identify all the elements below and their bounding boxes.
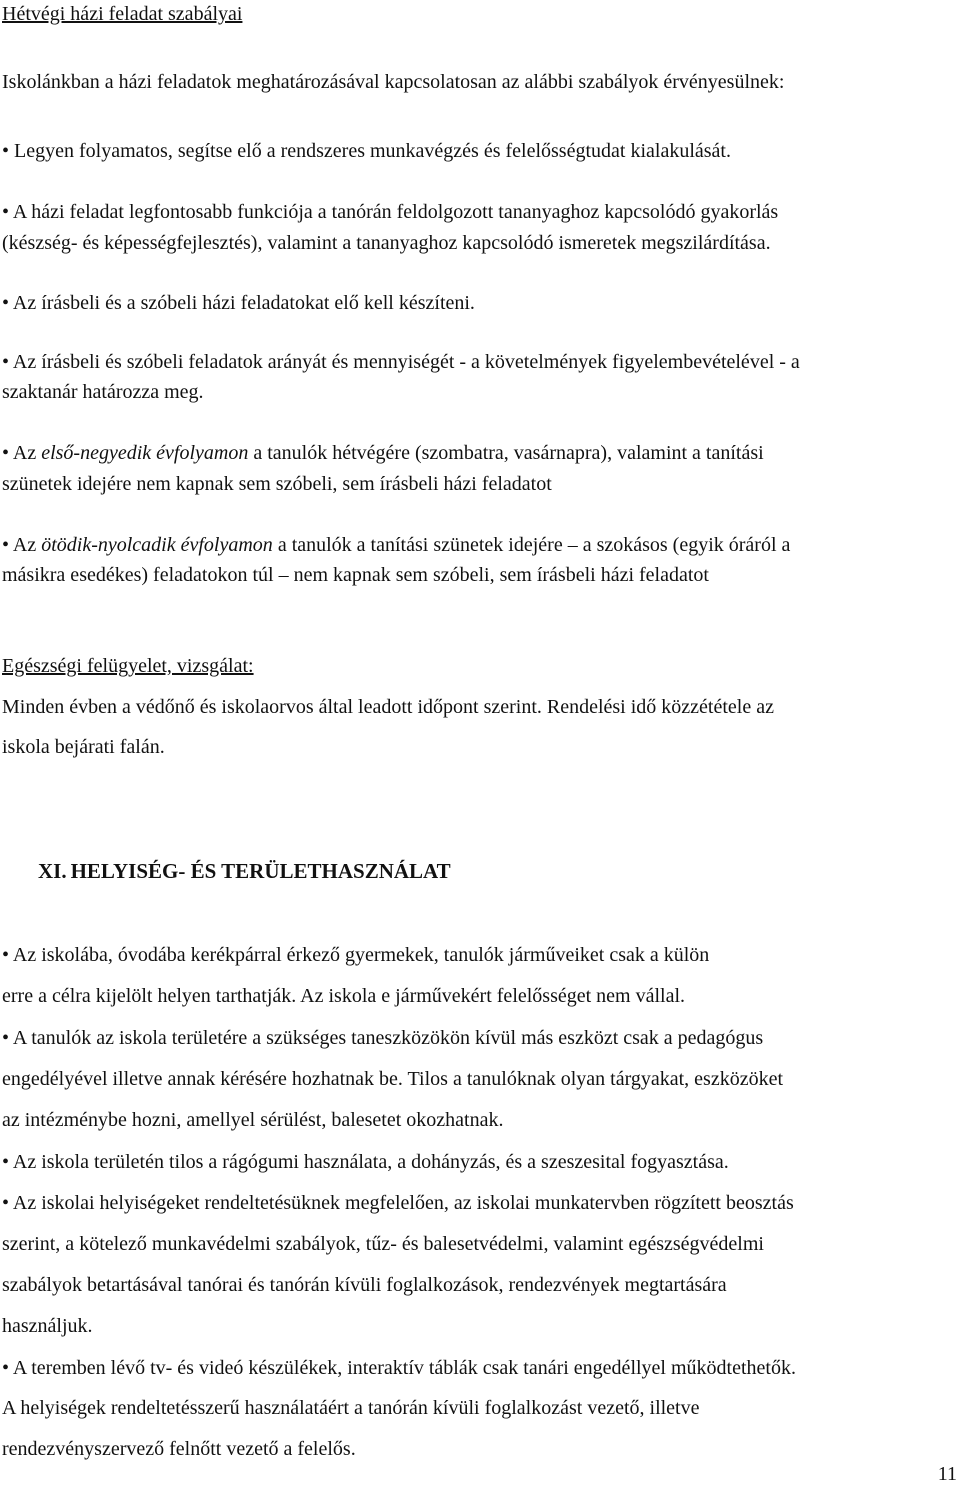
homework-bullet-2-line-1: • A házi feladat legfontosabb funkciója a tanórán feldolgozott tananyaghoz kapcsolódó gyakorlás: [2, 201, 779, 223]
bullet-5-rest: a tanulók hétvégére (szombatra, vasárnapra), valamint a tanítási: [248, 442, 764, 464]
xi-para-2-line-1: • A tanulók az iskola területére a szükséges taneszközökön kívül más eszközt csak a pedagógus: [2, 1027, 764, 1049]
homework-bullet-4-line-1: • Az írásbeli és szóbeli feladatok arányát és mennyiségét - a követelmények figyelembevételével - a: [2, 351, 800, 373]
homework-bullet-6-line-1: [2, 533, 790, 557]
xi-para-4-line-1: • Az iskolai helyiségeket rendeltetésüknek megfelelően, az iskolai munkatervben rögzített beosztás: [2, 1192, 794, 1214]
bullet-6-lead: • Az: [2, 534, 42, 556]
bullet-6-grade-range: ötödik-nyolcadik évfolyamon: [41, 534, 273, 556]
section-title: HELYISÉG- ÉS TERÜLETHASZNÁLAT: [70, 859, 451, 883]
xi-para-5-line-3: rendezvényszervező felnőtt vezető a felelős.: [2, 1438, 356, 1460]
xi-para-2-line-3: az intézménybe hozni, amellyel sérülést, balesetet okozhatnak.: [2, 1109, 504, 1131]
homework-rules-heading: Hétvégi házi feladat szabályai: [2, 3, 243, 25]
xi-para-1-line-1: • Az iskolába, óvodába kerékpárral érkező gyermekek, tanulók járműveiket csak a külön: [2, 944, 710, 966]
homework-intro: Iskolánkban a házi feladatok meghatározásával kapcsolatosan az alábbi szabályok érvényesülnek:: [2, 71, 785, 93]
homework-bullet-4-line-2: szaktanár határozza meg.: [2, 381, 204, 403]
xi-para-4-line-2: szerint, a kötelező munkavédelmi szabályok, tűz- és balesetvédelmi, valamint egészségvédelmi: [2, 1233, 764, 1255]
xi-para-5-line-2: A helyiségek rendeltetésszerű használatáért a tanórán kívüli foglalkozást vezető, illetve: [2, 1397, 700, 1419]
section-number: XI.: [38, 859, 67, 883]
health-heading: Egészségi felügyelet, vizsgálat:: [2, 655, 254, 677]
homework-bullet-1: • Legyen folyamatos, segítse elő a rendszeres munkavégzés és felelősségtudat kialakulását.: [2, 140, 731, 162]
xi-para-3: • Az iskola területén tilos a rágógumi használata, a dohányzás, és a szeszesital fogyasztása.: [2, 1151, 729, 1173]
xi-para-2-line-2: engedélyével illetve annak kérésére hozhatnak be. Tilos a tanulóknak olyan tárgyakat, eszközöket: [2, 1068, 784, 1090]
page-number: 11: [937, 1463, 957, 1485]
health-text-line-1: Minden évben a védőnő és iskolaorvos által leadott időpont szerint. Rendelési idő közzététele az: [2, 696, 774, 718]
section-xi-title: [38, 859, 451, 883]
bullet-6-rest: a tanulók a tanítási szünetek idejére – a szokásos (egyik óráról a: [272, 534, 791, 556]
homework-bullet-5-line-2: szünetek idejére nem kapnak sem szóbeli, sem írásbeli házi feladatot: [2, 473, 552, 495]
health-text-line-2: iskola bejárati falán.: [2, 736, 165, 758]
homework-bullet-3: • Az írásbeli és a szóbeli házi feladatokat elő kell készíteni.: [2, 292, 475, 314]
xi-para-4-line-3: szabályok betartásával tanórai és tanórán kívüli foglalkozások, rendezvények megtartására: [2, 1274, 727, 1296]
homework-bullet-2-line-2: (készség- és képességfejlesztés), valamint a tananyaghoz kapcsolódó ismeretek megszilárdítása.: [2, 232, 771, 254]
xi-para-4-line-4: használjuk.: [2, 1315, 93, 1337]
homework-bullet-6-line-2: másikra esedékes) feladatokon túl – nem kapnak sem szóbeli, sem írásbeli házi feladatot: [2, 564, 709, 586]
bullet-5-grade-range: első-negyedik évfolyamon: [41, 442, 249, 464]
homework-bullet-5-line-1: [2, 441, 764, 465]
bullet-5-lead: • Az: [2, 442, 42, 464]
xi-para-1-line-2: erre a célra kijelölt helyen tarthatják. Az iskola e járművekért felelősséget nem vállal.: [2, 985, 686, 1007]
xi-para-5-line-1: • A teremben lévő tv- és videó készülékek, interaktív táblák csak tanári engedéllyel működtethetők.: [2, 1357, 796, 1379]
